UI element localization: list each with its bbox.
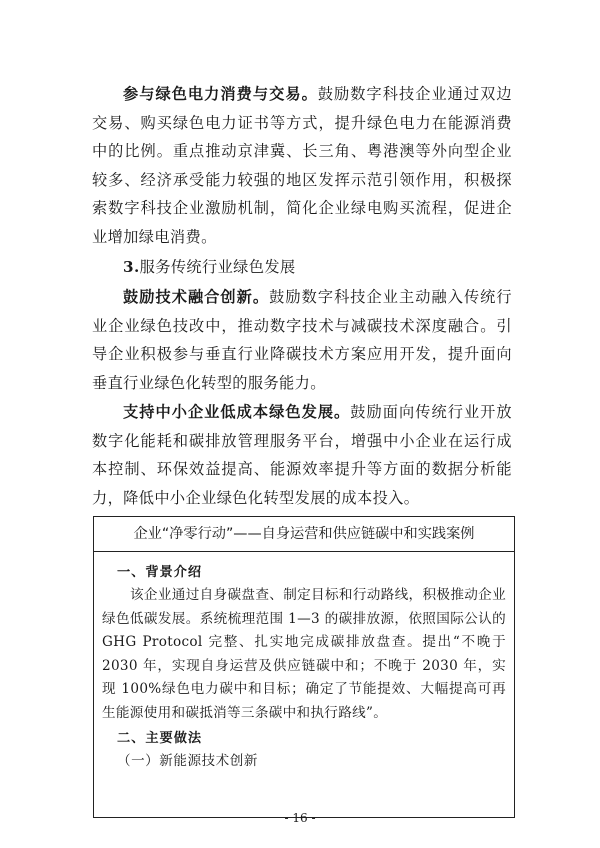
paragraph-lead: 参与绿色电力消费与交易。 [123, 85, 318, 103]
case-section-body-background: 该企业通过自身碳盘查、制定目标和行动路线，积极推动企业绿色低碳发展。系统梳理范围 1—3 的碳排放源，依照国际公认的 GHG Protocol 完整、扎实地完成碳排放盘查。提出“不晚于 2030 年，实现自身运营及供应链碳中和；不晚于 2030 年，实现 100%绿色电力碳中和目标；确定了节能提效、大幅提高可再生能源使用和碳抵消等三条碳中和执行路线”。 [102, 587, 506, 721]
paragraph-sme-support [92, 398, 512, 512]
case-subsection-new-energy: （一）新能源技术创新 [117, 752, 258, 769]
case-section-heading-practice: 二、主要做法 [117, 730, 203, 746]
paragraph-lead: 鼓励技术融合创新。 [123, 288, 270, 306]
section-heading-number: 3. [123, 258, 140, 276]
case-section-heading-background: 一、背景介绍 [117, 565, 203, 580]
section-heading-text: 服务传统行业绿色发展 [139, 258, 296, 276]
paragraph-body: 鼓励面向传统行业开放数字化能耗和碳排放管理服务平台，增强中小企业在运行成本控制、环保效益提高、能源效率提升等方面的数据分析能力，降低中小企业绿色化转型发展的成本投入。 [92, 403, 512, 507]
paragraph-body: 鼓励数字科技企业通过双边交易、购买绿色电力证书等方式，提升绿色电力在能源消费中的比例。重点推动京津冀、长三角、粤港澳等外向型企业较多、经济承受能力较强的地区发挥示范引领作用，积极探索数字科技企业激励机制，简化企业绿电购买流程，促进企业增加绿电消费。 [92, 85, 512, 246]
case-study-box [93, 516, 515, 818]
case-study-title: 企业“净零行动”——自身运营和供应链碳中和实践案例 [94, 517, 514, 552]
paragraph-tech-fusion [92, 283, 512, 397]
paragraph-lead: 支持中小企业低成本绿色发展。 [123, 403, 351, 421]
paragraph-body: 鼓励数字科技企业主动融入传统行业企业绿色技改中，推动数字技术与减碳技术深度融合。引导企业积极参与垂直行业降碳技术方案应用开发，提升面向垂直行业绿色化转型的服务能力。 [92, 288, 513, 392]
page-number: - 16 - [284, 811, 316, 825]
section-heading-3 [123, 253, 513, 281]
paragraph-green-power [92, 80, 512, 252]
